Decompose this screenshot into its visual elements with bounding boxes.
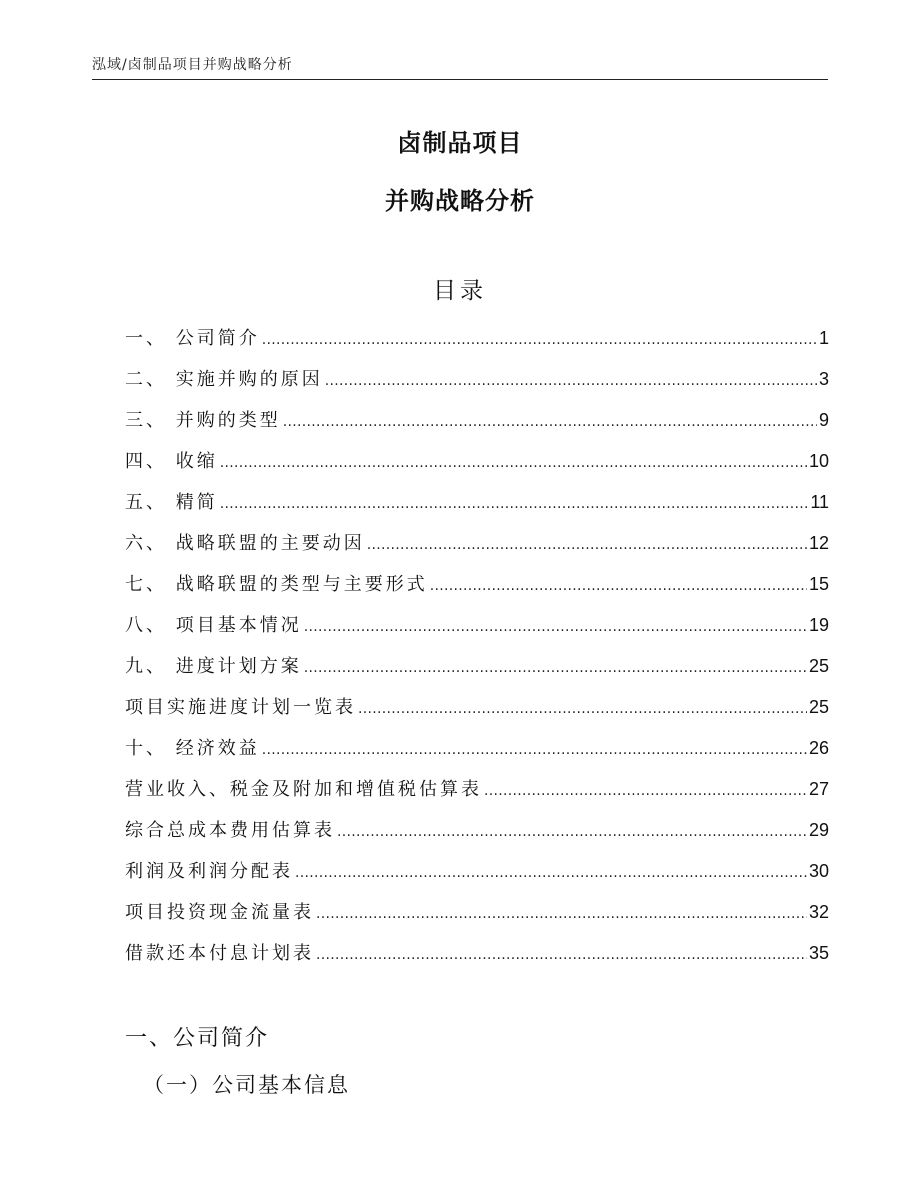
table-of-contents bbox=[125, 324, 829, 980]
subsection-heading: （一）公司基本信息 bbox=[143, 1073, 350, 1097]
toc-entry[interactable] bbox=[125, 775, 829, 816]
document-subtitle: 并购战略分析 bbox=[385, 187, 535, 215]
toc-entry-label: 十、 经济效益 bbox=[125, 738, 260, 759]
toc-page-number: 10 bbox=[808, 451, 829, 471]
toc-entry[interactable] bbox=[125, 693, 829, 734]
toc-page-number: 15 bbox=[808, 574, 829, 594]
toc-leader-dots bbox=[337, 824, 807, 840]
toc-page-number: 27 bbox=[808, 779, 829, 799]
toc-entry[interactable] bbox=[125, 365, 829, 406]
toc-leader-dots bbox=[316, 906, 807, 922]
toc-leader-dots bbox=[304, 660, 807, 676]
toc-entry-label: 项目实施进度计划一览表 bbox=[125, 697, 356, 718]
toc-page-number: 9 bbox=[818, 410, 829, 430]
toc-entry-label: 项目投资现金流量表 bbox=[125, 902, 314, 923]
toc-leader-dots bbox=[220, 455, 807, 471]
toc-leader-dots bbox=[304, 619, 807, 635]
toc-entry[interactable] bbox=[125, 488, 829, 529]
toc-entry[interactable] bbox=[125, 611, 829, 652]
toc-entry[interactable] bbox=[125, 898, 829, 939]
toc-page-number: 25 bbox=[808, 697, 829, 717]
toc-page-number: 32 bbox=[808, 902, 829, 922]
toc-leader-dots bbox=[358, 701, 807, 717]
toc-leader-dots bbox=[283, 414, 817, 430]
toc-entry-label: 借款还本付息计划表 bbox=[125, 943, 314, 964]
toc-leader-dots bbox=[430, 578, 807, 594]
toc-page-number: 29 bbox=[808, 820, 829, 840]
toc-entry[interactable] bbox=[125, 570, 829, 611]
toc-page-number: 25 bbox=[808, 656, 829, 676]
toc-leader-dots bbox=[262, 742, 807, 758]
toc-entry-label: 四、 收缩 bbox=[125, 451, 218, 472]
toc-page-number: 3 bbox=[818, 369, 829, 389]
toc-page-number: 12 bbox=[808, 533, 829, 553]
toc-entry[interactable] bbox=[125, 816, 829, 857]
toc-page-number: 1 bbox=[818, 328, 829, 348]
toc-entry-label: 三、 并购的类型 bbox=[125, 410, 281, 431]
document-title: 卤制品项目 bbox=[397, 129, 523, 157]
toc-page-number: 30 bbox=[808, 861, 829, 881]
header-divider bbox=[92, 79, 828, 80]
toc-heading: 目录 bbox=[433, 278, 487, 304]
toc-entry-label: 综合总成本费用估算表 bbox=[125, 820, 335, 841]
toc-entry[interactable] bbox=[125, 652, 829, 693]
toc-entry-label: 八、 项目基本情况 bbox=[125, 615, 302, 636]
running-header: 泓域/卤制品项目并购战略分析 bbox=[92, 57, 293, 73]
toc-entry-label: 一、 公司简介 bbox=[125, 328, 260, 349]
toc-entry[interactable] bbox=[125, 857, 829, 898]
toc-page-number: 35 bbox=[808, 943, 829, 963]
toc-entry-label: 利润及利润分配表 bbox=[125, 861, 293, 882]
toc-leader-dots bbox=[295, 865, 807, 881]
toc-leader-dots bbox=[262, 332, 817, 348]
toc-entry-label: 六、 战略联盟的主要动因 bbox=[125, 533, 365, 554]
toc-entry[interactable] bbox=[125, 447, 829, 488]
toc-entry[interactable] bbox=[125, 529, 829, 570]
toc-leader-dots bbox=[367, 537, 807, 553]
toc-leader-dots bbox=[220, 496, 809, 512]
toc-entry-label: 七、 战略联盟的类型与主要形式 bbox=[125, 574, 428, 595]
toc-page-number: 26 bbox=[808, 738, 829, 758]
toc-entry-label: 二、 实施并购的原因 bbox=[125, 369, 323, 390]
toc-entry-label: 九、 进度计划方案 bbox=[125, 656, 302, 677]
toc-entry[interactable] bbox=[125, 939, 829, 980]
toc-leader-dots bbox=[316, 947, 807, 963]
toc-leader-dots bbox=[325, 373, 817, 389]
toc-entry-label: 营业收入、税金及附加和增值税估算表 bbox=[125, 779, 482, 800]
toc-entry[interactable] bbox=[125, 734, 829, 775]
toc-page-number: 19 bbox=[808, 615, 829, 635]
toc-entry[interactable] bbox=[125, 406, 829, 447]
toc-leader-dots bbox=[484, 783, 807, 799]
toc-entry-label: 五、 精简 bbox=[125, 492, 218, 513]
toc-page-number: 11 bbox=[810, 492, 829, 512]
section-heading: 一、公司简介 bbox=[125, 1026, 270, 1051]
toc-entry[interactable] bbox=[125, 324, 829, 365]
